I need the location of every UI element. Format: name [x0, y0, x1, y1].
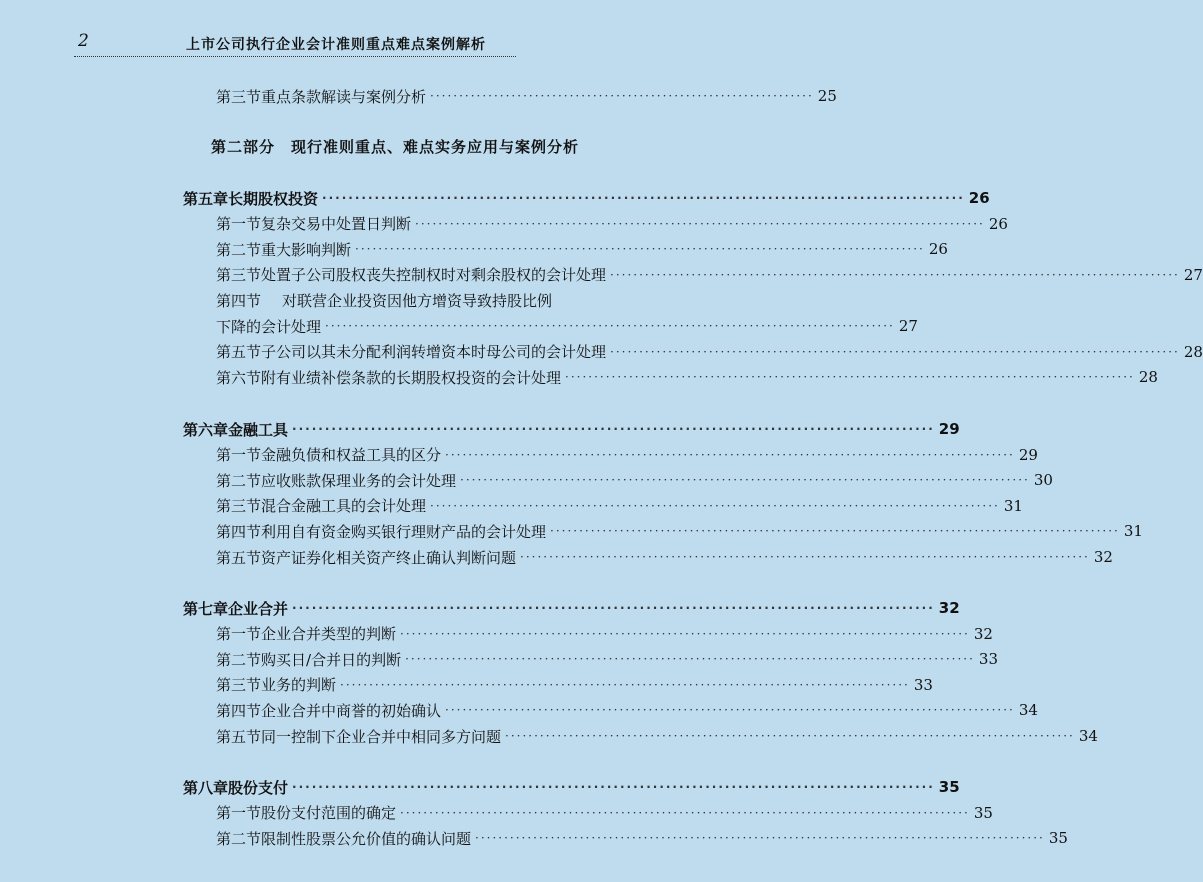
section-label: 第五节	[216, 343, 262, 362]
section-title: 重大影响判断	[261, 240, 352, 259]
page-ref: 28	[1183, 342, 1203, 361]
leader-dots: ··································································································	[400, 805, 970, 820]
toc-entry-section[interactable]	[216, 545, 1113, 569]
leader-dots: ··································································································	[355, 242, 925, 257]
book-title: 上市公司执行企业会计准则重点难点案例解析	[186, 37, 486, 53]
leader-dots: ··································································································	[405, 652, 975, 667]
section-title: 业务的判断	[261, 676, 337, 695]
leader-dots: ··································································································	[445, 447, 1015, 462]
chapter-title: 金融工具	[228, 420, 289, 439]
chapter-label: 第六章	[183, 420, 229, 439]
section-title: 应收账款保理业务的会计处理	[261, 471, 457, 490]
section-label: 第四节	[216, 522, 262, 541]
toc-entry-section[interactable]	[216, 288, 710, 312]
section-title: 子公司以其未分配利润转增资本时母公司的会计处理	[261, 343, 607, 362]
section-label: 第一节	[216, 804, 262, 823]
page-ref: 32	[1093, 548, 1113, 566]
section-label: 第三节	[216, 676, 262, 695]
page-ref: 26	[928, 240, 948, 259]
section-label: 第四节	[216, 291, 262, 310]
section-label: 第六节	[216, 368, 262, 387]
leader-dots: ··································································································	[292, 780, 935, 794]
leader-dots: ··································································································	[430, 498, 1000, 513]
toc-entry-section[interactable]	[216, 468, 1053, 492]
section-label: 第二节	[216, 240, 262, 259]
section-label: 第一节	[216, 625, 262, 644]
section-title: 限制性股票公允价值的确认问题	[261, 829, 472, 848]
section-title: 股份支付范围的确定	[261, 804, 397, 823]
chapter-label: 第八章	[183, 778, 229, 797]
leader-dots: ··································································································	[325, 319, 895, 333]
part-title: 第二部分 现行准则重点、难点实务应用与案例分析	[210, 138, 579, 156]
toc-entry-section[interactable]	[216, 263, 1203, 287]
toc-entry-section[interactable]	[216, 801, 993, 825]
toc-entry-chapter[interactable]	[183, 596, 960, 620]
page-ref: 30	[1033, 471, 1053, 490]
chapter-title: 股份支付	[228, 778, 289, 797]
leader-dots: ··································································································	[445, 703, 1015, 718]
toc-entry-section[interactable]	[216, 365, 1158, 389]
section-label: 第一节	[216, 446, 262, 465]
page-ref: 25	[817, 87, 837, 105]
leader-dots: ··································································································	[565, 370, 1135, 385]
leader-dots: ··································································································	[505, 729, 1075, 743]
leader-dots: ··································································································	[460, 473, 1030, 488]
section-title: 企业合并类型的判断	[261, 625, 397, 644]
page-ref: 33	[913, 675, 933, 694]
toc-entry-section[interactable]	[216, 340, 1203, 364]
page-ref: 31	[1123, 522, 1143, 541]
section-label: 第二节	[216, 471, 262, 490]
leader-dots: ··································································································	[322, 191, 965, 205]
leader-dots: ··································································································	[400, 626, 970, 641]
toc-entry-chapter[interactable]	[183, 775, 960, 799]
section-title: 企业合并中商誉的初始确认	[261, 701, 442, 720]
page-ref: 27	[898, 317, 918, 335]
section-label: 第二节	[216, 650, 262, 669]
section-label: 第二节	[216, 829, 262, 848]
section-label: 第一节	[216, 215, 262, 234]
page-number: 2	[78, 31, 89, 51]
toc-entry-section[interactable]	[216, 826, 1068, 850]
section-label: 第三节	[216, 87, 262, 106]
leader-dots: ··································································································	[610, 344, 1180, 359]
section-title: 复杂交易中处置日判断	[261, 215, 412, 234]
toc-entry-section[interactable]	[216, 212, 1008, 236]
leader-dots: ··································································································	[292, 422, 935, 436]
toc-entry-section[interactable]	[216, 673, 933, 697]
toc-entry-chapter[interactable]	[183, 186, 990, 210]
leader-dots: ··································································································	[340, 677, 910, 692]
page-ref: 34	[1018, 701, 1038, 720]
page-ref: 27	[1183, 265, 1203, 284]
section-label: 第五节	[216, 727, 262, 746]
chapter-label: 第七章	[183, 599, 229, 618]
toc-entry-chapter[interactable]	[183, 417, 960, 441]
toc-entry-section[interactable]	[216, 84, 837, 108]
page-ref: 29	[1018, 445, 1038, 464]
section-title: 购买日/合并日的判断	[261, 650, 402, 669]
section-title: 重点条款解读与案例分析	[261, 87, 427, 106]
leader-dots: ··································································································	[475, 831, 1045, 846]
leader-dots: ··································································································	[520, 550, 1090, 564]
page-ref: 26	[968, 189, 990, 207]
section-title: 对联营企业投资因他方增资导致持股比例	[282, 291, 553, 310]
chapter-title: 企业合并	[228, 599, 289, 618]
toc-entry-section[interactable]	[216, 724, 1098, 748]
section-label: 第三节	[216, 497, 262, 516]
page-ref: 31	[1003, 496, 1023, 515]
page-ref: 35	[938, 778, 960, 796]
section-title: 处置子公司股权丧失控制权时对剩余股权的会计处理	[261, 266, 607, 285]
page-ref: 28	[1138, 368, 1158, 387]
page-ref: 33	[978, 650, 998, 669]
section-label: 第三节	[216, 266, 262, 285]
section-title: 同一控制下企业合并中相同多方问题	[261, 727, 502, 746]
chapter-title: 长期股权投资	[228, 189, 319, 208]
page-ref: 32	[938, 599, 960, 617]
toc-entry-section[interactable]	[216, 443, 1038, 467]
page-ref: 35	[1048, 829, 1068, 848]
page-ref: 32	[973, 624, 993, 643]
leader-dots: ··································································································	[292, 601, 935, 615]
toc-entry-section[interactable]	[216, 698, 1038, 722]
page-ref: 35	[973, 803, 993, 822]
leader-dots: ··································································································	[415, 216, 985, 231]
leader-dots: ··································································································	[610, 267, 1180, 282]
page-ref: 34	[1078, 727, 1098, 745]
toc-entry-section-cont[interactable]	[216, 314, 918, 338]
section-title: 利用自有资金购买银行理财产品的会计处理	[261, 522, 547, 541]
toc-entry-section[interactable]	[216, 494, 1023, 518]
toc-entry-section[interactable]	[216, 519, 1143, 543]
section-label: 第五节	[216, 548, 262, 567]
page-ref: 29	[938, 420, 960, 438]
leader-dots: ··································································································	[550, 524, 1120, 539]
section-label: 第四节	[216, 701, 262, 720]
toc-entry-section[interactable]	[216, 647, 998, 671]
section-title: 混合金融工具的会计处理	[261, 497, 427, 516]
section-title: 金融负债和权益工具的区分	[261, 446, 442, 465]
leader-dots: ··································································	[430, 89, 814, 103]
page-ref: 26	[988, 214, 1008, 233]
toc-entry-section[interactable]	[216, 622, 993, 646]
section-title: 下降的会计处理	[216, 317, 322, 336]
toc-entry-section[interactable]	[216, 237, 948, 261]
chapter-label: 第五章	[183, 189, 229, 208]
section-title: 附有业绩补偿条款的长期股权投资的会计处理	[261, 368, 562, 387]
section-title: 资产证券化相关资产终止确认判断问题	[261, 548, 517, 567]
